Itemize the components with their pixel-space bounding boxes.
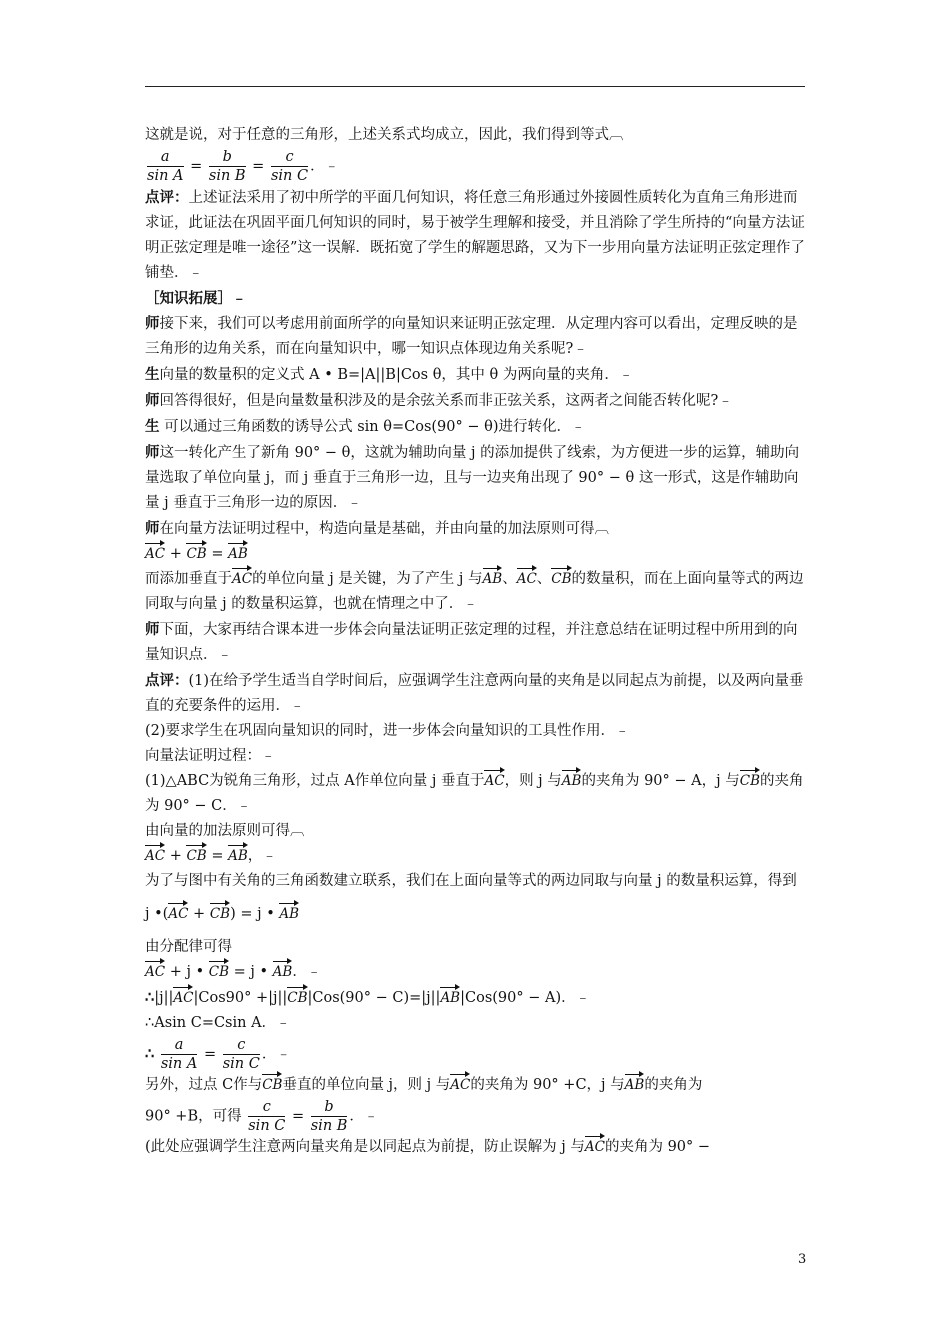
dialogue-teacher: 师这一转化产生了新角 90° − θ，这就为辅助向量 j 的添加提供了线索，为方便进一步的运算，辅助向量选取了单位向量 j，而 j 垂直于三角形一边，且与一边夹角出现了 90° − θ 这一形式，这是作辅助向量 j 垂直于三角形一边的原因．﹣ [145,444,800,511]
vector-equation: AC + CB = AB，﹣ [145,844,807,869]
vector-equation: ∴|j||AC|Cos90° +|j||CB|Cos(90° − C)=|j||AB|Cos(90° − A)．﹣ [145,985,807,1011]
paragraph: 为了与图中有关角的三角函数建立联系，我们在上面向量等式的两边同取与向量 j 的数量积运算，得到 [145,873,797,889]
paragraph: 由向量的加法原则可得︹ [145,823,305,839]
paragraph: 而添加垂直于AC的单位向量 j 是关键，为了产生 j 与AB、AC、CB的数量积，而在上面向量等式的两边同取与向量 j 的数量积运算，也就在情理之中了．﹣ [145,567,807,617]
fraction: $\frac{a}{\text{sin A}}$ [160,1037,198,1072]
paragraph: 向量法证明过程：﹣ [145,748,276,764]
header-rule [145,86,805,87]
fraction: $\frac{c}{\text{sin C}}$ [222,1037,260,1072]
paragraph-comment: 点评：上述证法采用了初中所学的平面几何知识，将任意三角形通过外接圆性质转化为直角三角形进而求证，此证法在巩固平面几何知识的同时，易于被学生理解和接受，并且消除了学生所持的“向量方法证明正弦定理是唯一途径”这一误解．既拓宽了学生的解题思路，又为下一步用向量方法证明正弦定理作了铺垫．﹣ [145,189,805,281]
vector-equation: j •(AC + CB) = j • AB [145,902,807,927]
equation-sine-law: $\frac{a}{\text{sin A}}$ = $\frac{b}{\text{sin B}}$ = $\frac{c}{\text{sin C}}$ ．﹣ [147,149,340,184]
paragraph: 由分配律可得 [145,939,232,955]
paragraph: (1)△ABC为锐角三角形，过点 A作单位向量 j 垂直于AC，则 j 与AB的夹角为 90° − A，j 与CB的夹角为 90° − C．﹣ [145,769,807,819]
vector-equation: AC + j • CB = j • AB．﹣ [145,960,807,985]
fraction: $\frac{c}{\text{sin C}}$ [270,149,309,184]
dialogue-teacher: 师下面，大家再结合课本进一步体会向量法证明正弦定理的过程，并注意总结在证明过程中所用到的向量知识点．﹣ [145,621,798,663]
page-number: 3 [798,1252,807,1267]
dialogue-teacher: 师回答得很好，但是向量数量积涉及的是余弦关系而非正弦关系，这两者之间能否转化呢?﹣ [145,392,733,409]
fraction: $\frac{b}{\text{sin B}}$ [310,1099,348,1134]
page-content [145,123,807,1160]
fraction: $\frac{c}{\text{sin C}}$ [248,1099,286,1134]
dialogue-student: 生 可以通过三角函数的诱导公式 sin θ=Cos(90° − θ)进行转化．﹣ [145,418,586,435]
paragraph: 这就是说，对于任意的三角形，上述关系式均成立，因此，我们得到等式︹ [145,127,624,143]
fraction: $\frac{b}{\text{sin B}}$ [208,149,246,184]
equation-sine-law: ∴ $\frac{a}{\text{sin A}}$ = $\frac{c}{\text{sin C}}$ ．﹣ [145,1037,291,1072]
paragraph: (2)要求学生在巩固向量知识的同时，进一步体会向量知识的工具性作用．﹣ [145,723,630,739]
dialogue-teacher: 师接下来，我们可以考虑用前面所学的向量知识来证明正弦定理．从定理内容可以看出，定理反映的是三角形的边角关系，而在向量知识中，哪一知识点体现边角关系呢?﹣ [145,315,798,357]
equation-sine-law: 90° +B，可得 $\frac{c}{\text{sin C}}$ = $\frac{b}{\text{sin B}}$ ．﹣ [145,1099,379,1134]
vector-equation: AC + CB = AB [145,542,807,567]
paragraph-comment: 点评：(1)在给予学生适当自学时间后，应强调学生注意两向量的夹角是以同起点为前提，以及两向量垂直的充要条件的运用．﹣ [145,672,804,714]
paragraph: ∴Asin C=Csin A．﹣ [145,1015,291,1031]
section-heading: ［知识拓展］﹣ [145,290,247,307]
fraction: $\frac{a}{\text{sin A}}$ [147,149,184,184]
dialogue-student: 生向量的数量积的定义式 A • B=|A||B|Cos θ，其中 θ 为两向量的夹角．﹣ [145,366,634,383]
dialogue-teacher: 师在向量方法证明过程中，构造向量是基础，并由向量的加法原则可得︹ [145,520,609,537]
paragraph: 另外，过点 C作与CB垂直的单位向量 j，则 j 与AC的夹角为 90° +C，j 与AB的夹角为 [145,1073,807,1098]
paragraph: (此处应强调学生注意两向量夹角是以同起点为前提，防止误解为 j 与AC的夹角为 90° − [145,1135,807,1160]
